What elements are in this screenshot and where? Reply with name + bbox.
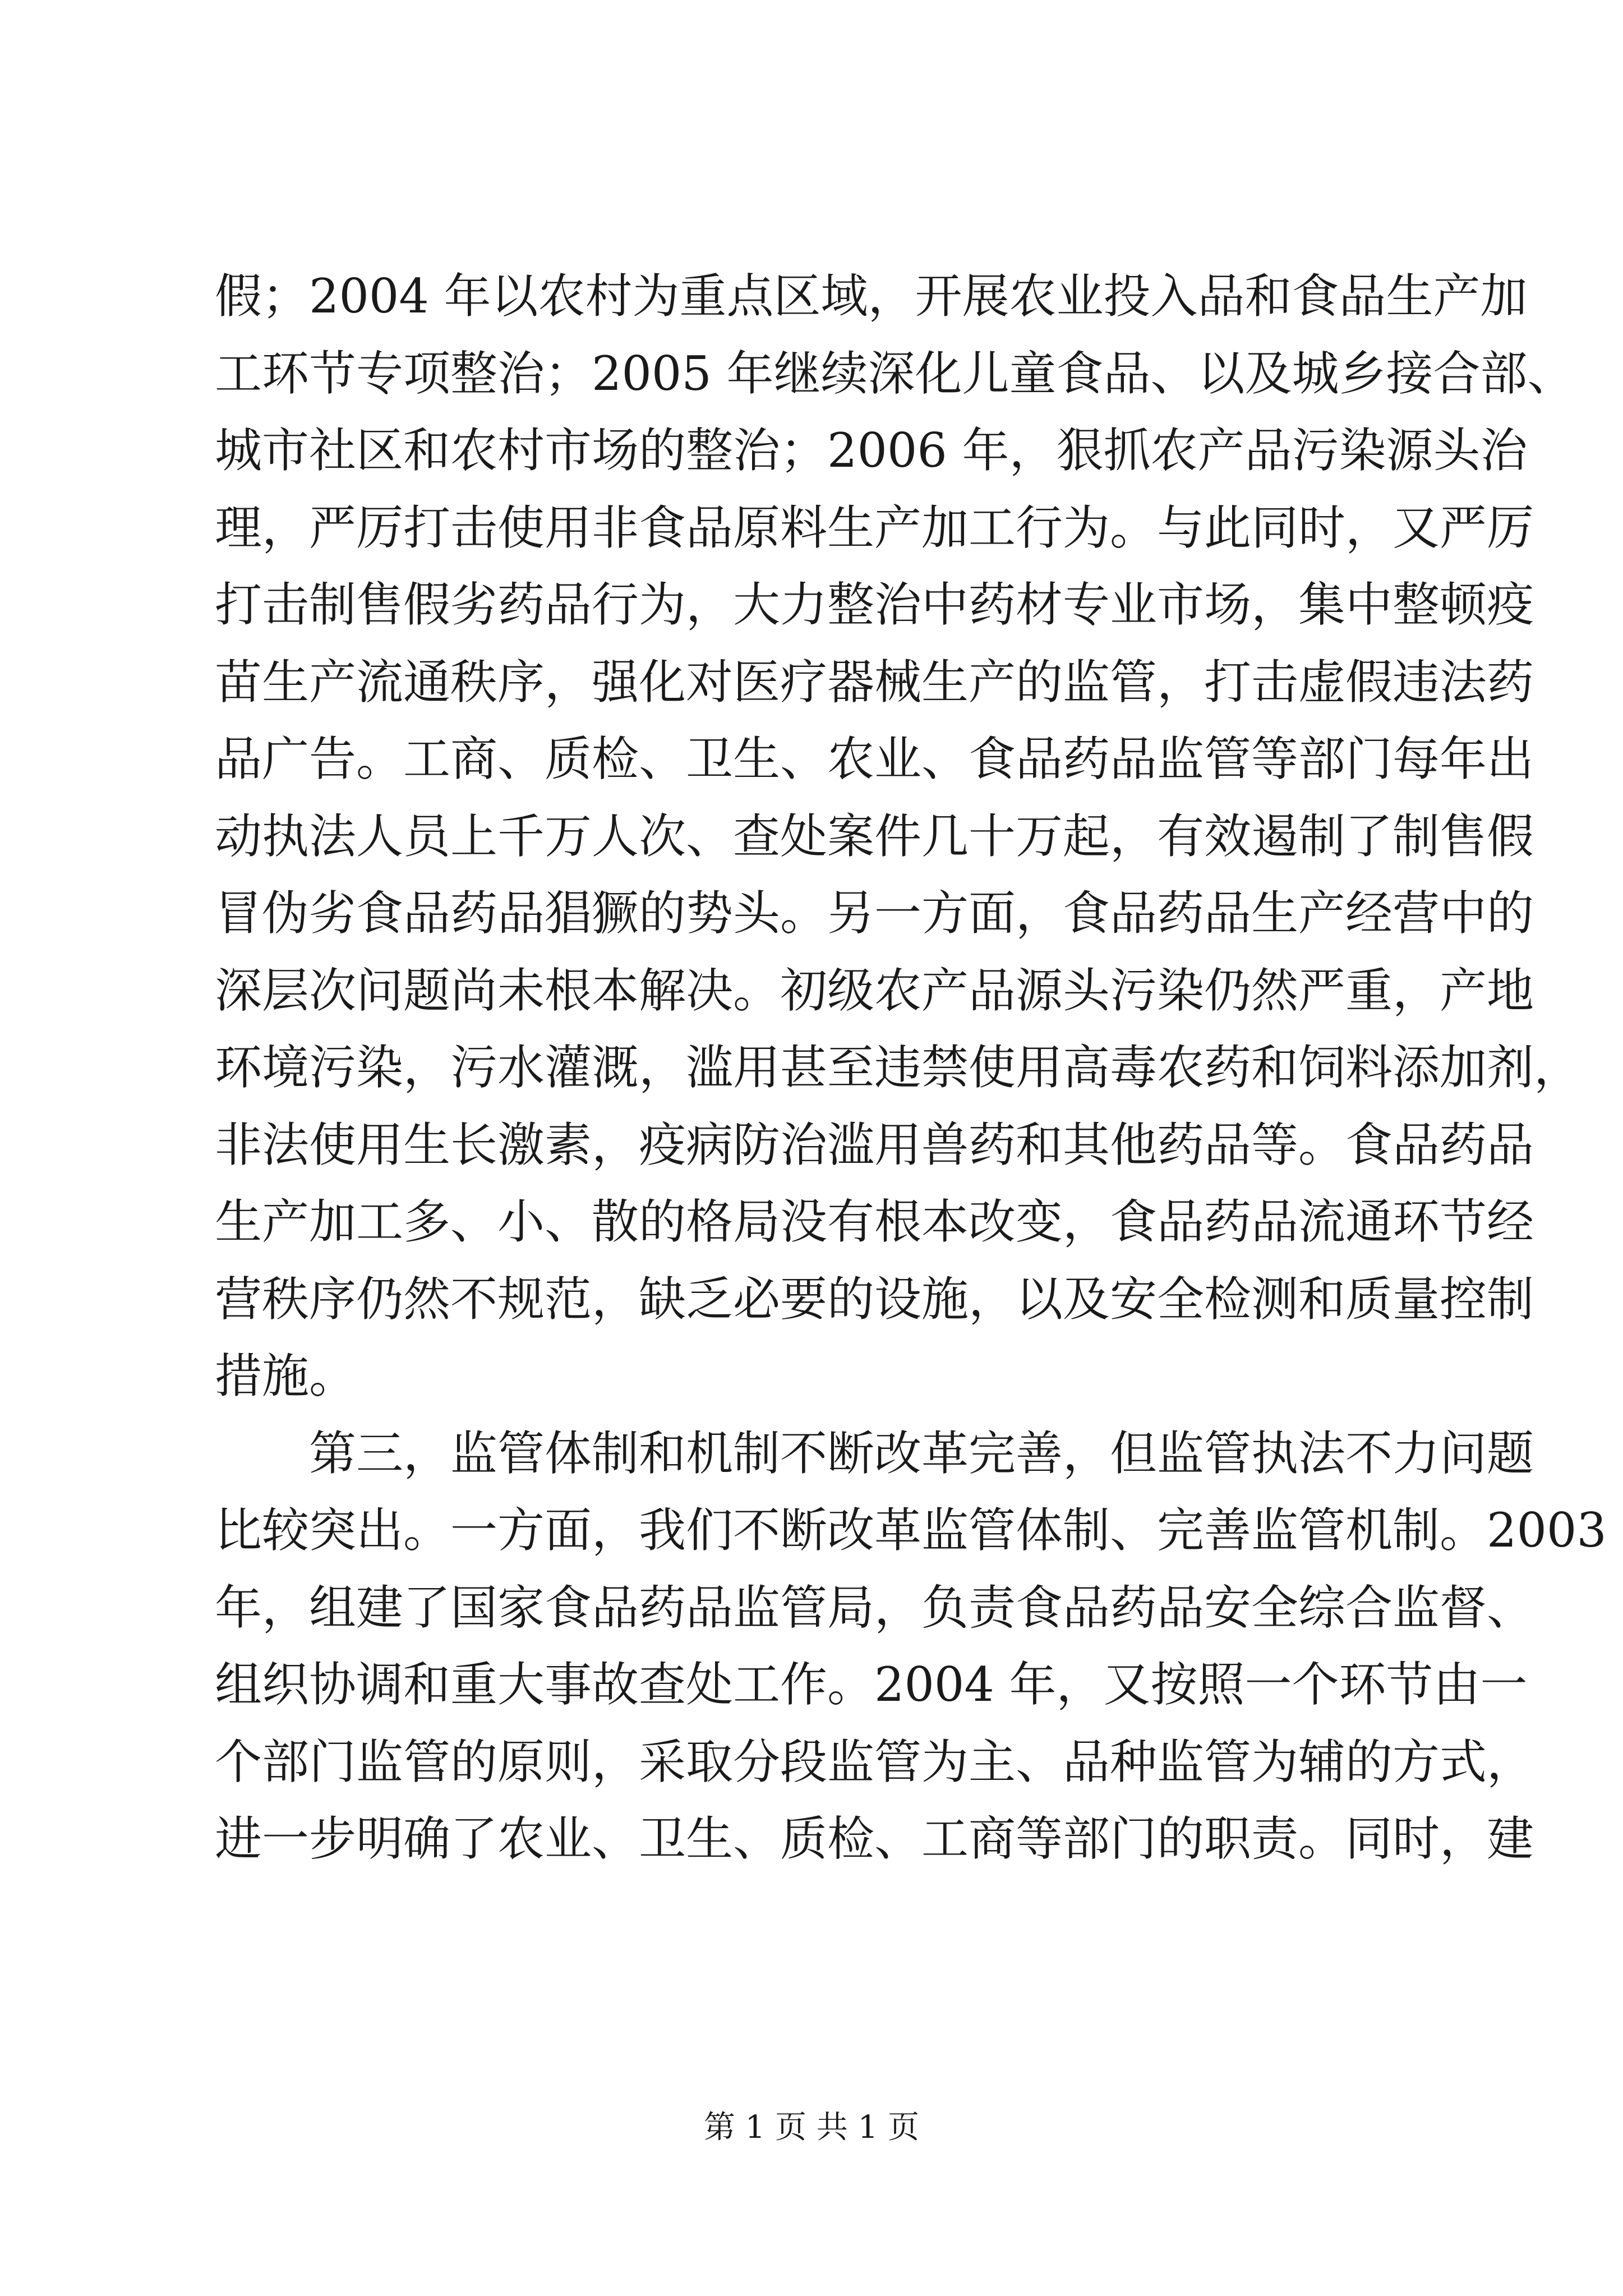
text-line-11: 环境污染，污水灌溉，滥用甚至违禁使用高毒农药和饲料添加剂， bbox=[215, 1040, 1581, 1095]
body-text bbox=[215, 258, 1607, 1878]
text-line-16: 第三，监管体制和机制不断改革完善，但监管执法不力问题 bbox=[309, 1425, 1534, 1481]
text-line-5: 打击制售假劣药品行为，大力整治中药材专业市场，集中整顿疫 bbox=[215, 577, 1534, 632]
text-line-13: 生产加工多、小、散的格局没有根本改变，食品药品流通环节经 bbox=[215, 1194, 1534, 1249]
text-line-9: 冒伪劣食品药品猖獗的势头。另一方面，食品药品生产经营中的 bbox=[215, 886, 1534, 941]
page-footer: 第 1 页 共 1 页 bbox=[703, 2109, 920, 2146]
text-line-3: 城市社区和农村市场的整治；2006 年，狠抓农产品污染源头治 bbox=[215, 423, 1528, 478]
text-line-1: 假；2004 年以农村为重点区域，开展农业投入品和食品生产加 bbox=[215, 269, 1528, 324]
text-line-19: 组织协调和重大事故查处工作。2004 年，又按照一个环节由一 bbox=[215, 1657, 1528, 1712]
text-line-10: 深层次问题尚未根本解决。初级农产品源头污染仍然严重，产地 bbox=[215, 963, 1534, 1018]
text-line-20: 个部门监管的原则，采取分段监管为主、品种监管为辅的方式， bbox=[215, 1734, 1534, 1789]
text-line-4: 理，严厉打击使用非食品原料生产加工行为。与此同时，又严厉 bbox=[215, 500, 1534, 555]
text-line-8: 动执法人员上千万人次、查处案件几十万起，有效遏制了制售假 bbox=[215, 808, 1534, 864]
text-line-12: 非法使用生长激素，疫病防治滥用兽药和其他药品等。食品药品 bbox=[215, 1117, 1534, 1172]
text-line-6: 苗生产流通秩序，强化对医疗器械生产的监管，打击虚假违法药 bbox=[215, 654, 1534, 710]
text-line-14: 营秩序仍然不规范，缺乏必要的设施，以及安全检测和质量控制 bbox=[215, 1271, 1534, 1327]
text-line-18: 年，组建了国家食品药品监管局，负责食品药品安全综合监督、 bbox=[215, 1580, 1534, 1635]
text-line-15: 措施。 bbox=[215, 1349, 357, 1404]
text-line-2: 工环节专项整治；2005 年继续深化儿童食品、以及城乡接合部、 bbox=[215, 346, 1575, 401]
text-line-21: 进一步明确了农业、卫生、质检、工商等部门的职责。同时，建 bbox=[215, 1811, 1534, 1866]
text-line-17: 比较突出。一方面，我们不断改革监管体制、完善监管机制。2003 bbox=[215, 1503, 1607, 1558]
text-line-7: 品广告。工商、质检、卫生、农业、食品药品监管等部门每年出 bbox=[215, 731, 1534, 786]
